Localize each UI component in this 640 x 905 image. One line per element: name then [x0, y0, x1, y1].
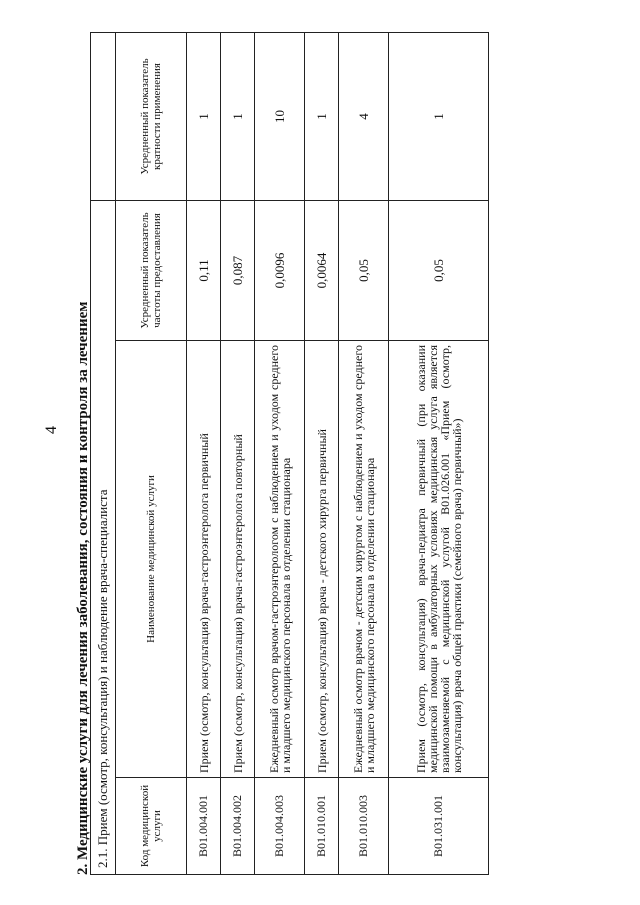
service-frequency: 0,0096: [255, 201, 305, 341]
header-multiplicity: Усредненный показатель кратности применения: [116, 33, 187, 201]
service-code: B01.004.002: [221, 778, 255, 875]
table-row: [187, 33, 221, 875]
table-row: [339, 33, 389, 875]
service-multiplicity: 1: [305, 33, 339, 201]
service-multiplicity: 1: [187, 33, 221, 201]
service-multiplicity: 10: [255, 33, 305, 201]
service-frequency: 0,05: [389, 201, 489, 341]
header-code: Код медицинской услуги: [116, 778, 187, 875]
service-code: B01.004.003: [255, 778, 305, 875]
services-table-wrap: [90, 33, 489, 875]
section-heading: 2. Медицинские услуги для лечения заболевания, состояния и контроля за лечением: [75, 301, 91, 875]
table-row: [305, 33, 339, 875]
subsection-empty-cell: [91, 33, 116, 201]
header-name: Наименование медицинской услуги: [116, 341, 187, 778]
service-name: Прием (осмотр, консультация) врача-гастроэнтеролога первичный: [187, 341, 221, 778]
subsection-row: [91, 33, 116, 875]
document-content: [70, 25, 610, 875]
header-frequency: Усредненный показатель частоты предоставления: [116, 201, 187, 341]
service-name: Прием (осмотр, консультация) врача - детского хирурга первичный: [305, 341, 339, 778]
service-name: Ежедневный осмотр врачом - детским хирургом с наблюдением и уходом среднего и младшего медицинского персонала в отделении стационара: [339, 341, 389, 778]
service-frequency: 0,0064: [305, 201, 339, 341]
service-name: Прием (осмотр, консультация) врача-педиатра первичный (при оказании медицинской помощи в амбулаторных условиях медицинская услуга является взаимозаменяемой с медицинской услугой B01.026.001 «Прием (осмотр, консультация) врача общей практики (семейного врача) первичный»): [389, 341, 489, 778]
service-name: Ежедневный осмотр врачом-гастроэнтерологом с наблюдением и уходом среднего и младшего медицинского персонала в отделении стационара: [255, 341, 305, 778]
service-multiplicity: 1: [221, 33, 255, 201]
service-multiplicity: 1: [389, 33, 489, 201]
service-frequency: 0,11: [187, 201, 221, 341]
services-table: [90, 32, 489, 875]
subsection-title: 2.1. Прием (осмотр, консультация) и наблюдение врача-специалиста: [91, 201, 116, 875]
table-row: [255, 33, 305, 875]
table-header-row: [116, 33, 187, 875]
service-code: B01.004.001: [187, 778, 221, 875]
service-frequency: 0,05: [339, 201, 389, 341]
table-row: [221, 33, 255, 875]
service-code: B01.010.001: [305, 778, 339, 875]
table-row: [389, 33, 489, 875]
page-number: 4: [43, 426, 60, 434]
service-code: B01.010.003: [339, 778, 389, 875]
service-code: B01.031.001: [389, 778, 489, 875]
service-name: Прием (осмотр, консультация) врача-гастроэнтеролога повторный: [221, 341, 255, 778]
service-multiplicity: 4: [339, 33, 389, 201]
service-frequency: 0,087: [221, 201, 255, 341]
